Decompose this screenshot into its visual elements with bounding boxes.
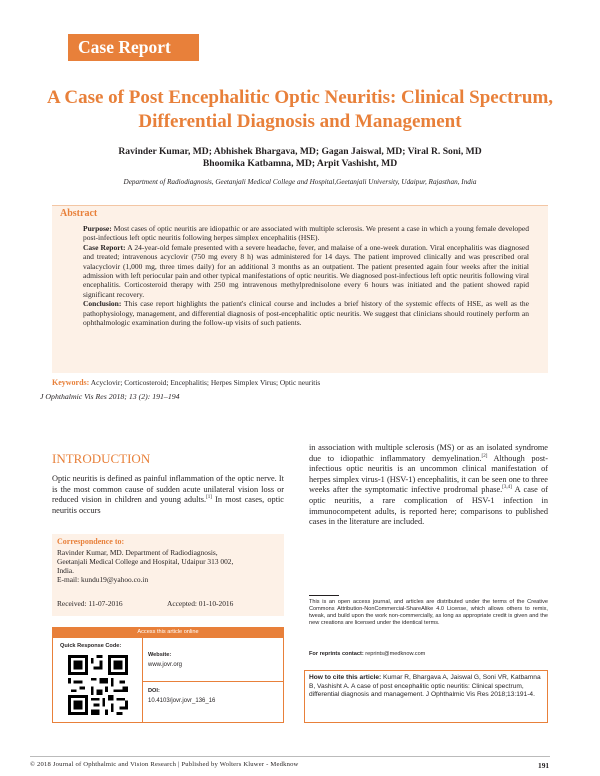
introduction-right-text: [309, 443, 548, 528]
conclusion-label: Conclusion:: [83, 299, 122, 309]
introduction-left-text: [52, 474, 284, 516]
doi-link[interactable]: 10.4103/jovr.jovr_136_16: [148, 698, 216, 704]
qr-code-icon[interactable]: [68, 655, 128, 715]
abstract-purpose: [83, 224, 529, 243]
correspondence-heading: Correspondence to:: [57, 537, 125, 546]
purpose-text: Most cases of optic neuritis are idiopathic or are associated with multiple sclerosis. We present a case in which a young female developed post-infectious left optic neuritis following herpes simplex encephalitis (HSE).: [83, 224, 529, 243]
correspondence-dates: [57, 599, 279, 608]
reference-link[interactable]: [3,4]: [502, 485, 512, 491]
license-divider: [309, 595, 339, 596]
case-label: Case Report:: [83, 243, 126, 253]
intro-text-c: in association with multiple sclerosis (MS) or as an isolated syndrome due to idiopathic inflammatory demyelination.: [309, 443, 548, 463]
purpose-label: Purpose:: [83, 224, 112, 233]
correspondence-email[interactable]: E-mail: kundu19@yahoo.co.in: [57, 575, 149, 584]
affiliation: Department of Radiodiagnosis, Geetanjali Medical College and Hospital,Geetanjali University, Udaipur, Rajasthan, India: [123, 178, 477, 186]
reference-link[interactable]: [2]: [481, 453, 488, 459]
keywords: [52, 378, 548, 387]
correspondence-body: [57, 548, 279, 584]
correspondence-line: Ravinder Kumar, MD. Department of Radiodiagnosis,: [57, 548, 218, 557]
abstract-heading: Abstract: [60, 208, 98, 219]
keywords-label: Keywords:: [52, 378, 90, 387]
authors-line-2: Bhoomika Katbamna, MD; Arpit Vashisht, MD: [202, 158, 398, 169]
accepted-date: Accepted: 01-10-2016: [167, 599, 234, 608]
reprints-label: For reprints contact:: [309, 651, 364, 657]
how-to-cite-text: Kumar R, Bhargava A, Jaiswal G, Soni VR, Katbamna B, Vashisht A. A case of post encephalitic optic neuritis: Clinical spectrum, differential diagnosis and management. J Ophthalmic Vis Res 2018;13:191-4.: [309, 674, 541, 699]
intro-text-e: A case of optic neuritis, a rare complication of HSV-1 infection in immunocompetent adults, is reported here; comparisons to published cases in the literature are included.: [309, 485, 548, 527]
access-divider-horizontal: [142, 681, 284, 682]
license-text: This is an open access journal, and articles are distributed under the terms of the Creative Commons Attribution-NonCommercial-ShareAlike 4.0 License, which allows others to remix, tweak, and build upon the work non-commercially, as long as appropriate credit is given and the new creations are licensed under the identical terms.: [309, 599, 548, 626]
correspondence-line: India.: [57, 566, 75, 575]
abstract-conclusion: [83, 299, 529, 327]
introduction-heading: INTRODUCTION: [52, 451, 151, 466]
doi-label: DOI:: [148, 688, 160, 694]
case-text: A 24-year-old female presented with a severe headache, fever, and malaise of a one-week duration. Viral encephalitis was diagnosed and treated; intravenous acyclovir (750 mg every 8 h) was administered for 14 days. The patient improved clinically and was prescribed oral valacyclovir (1,000 mg, three times daily) for an additional 3 months as an outpatient. The patient presented again four weeks after the initial admission with left periocular pain and other typical manifestations of optic neuritis. We diagnosed post-infectious left optic neuritis following viral encephalitis. Corticosteroid therapy with 250 mg intravenous methylprednisolone every 6 hours was initiated and the patient showed rapid significant recovery.: [83, 243, 530, 299]
article-title: A Case of Post Encephalitic Optic Neuritis: Clinical Spectrum, Differential Diagnosis and Management: [46, 87, 554, 132]
abstract-case: [83, 243, 529, 299]
website-link[interactable]: www.jovr.org: [148, 662, 183, 668]
journal-citation: J Ophthalmic Vis Res 2018; 13 (2): 191–194: [40, 392, 180, 401]
intro-text-b: In most cases, optic neuritis occurs: [52, 495, 284, 515]
how-to-cite: [309, 674, 543, 700]
section-tab: Case Report: [68, 34, 199, 61]
author-list: [60, 146, 540, 170]
website-label: Website:: [148, 652, 172, 658]
access-heading: Access this article online: [52, 627, 284, 638]
abstract-body: [83, 224, 529, 328]
page-number: 191: [538, 761, 550, 770]
reprints-email[interactable]: reprints@medknow.com: [363, 651, 426, 657]
authors-line-1: Ravinder Kumar, MD; Abhishek Bhargava, MD; Gagan Jaiswal, MD; Viral R. Soni, MD: [118, 146, 482, 157]
reference-link[interactable]: [1]: [206, 495, 212, 501]
intro-text-d: Although post-infectious optic neuritis is an uncommon clinical manifestation of herpes simplex virus-1 (HSV-1) encephalitis, it can be seen one to three weeks after the symptomatic infective prodromal phase.: [309, 453, 548, 495]
how-to-cite-label: How to cite this article:: [309, 674, 382, 681]
qr-label: Quick Response Code:: [60, 643, 122, 649]
page-footer: © 2018 Journal of Ophthalmic and Vision Research | Published by Wolters Kluwer - Medknow: [30, 761, 299, 768]
footer-divider: [30, 756, 550, 757]
reprints-contact: [309, 651, 548, 657]
correspondence-line: Geetanjali Medical College and Hospital, Udaipur 313 002,: [57, 557, 234, 566]
conclusion-text: This case report highlights the patient's clinical course and includes a brief history of the systemic effects of HSE, as well as the pathophysiology, management, and differential diagnosis of post-encephalitic optic neuritis. We suggest that clinicians should routinely perform an ophthalmologic examination during the follow-up visits of such patients.: [83, 299, 529, 327]
keywords-text: Acyclovir; Corticosteroid; Encephalitis; Herpes Simplex Virus; Optic neuritis: [89, 378, 321, 387]
received-date: Received: 11-07-2016: [57, 599, 123, 608]
intro-text-a: Optic neuritis is defined as painful inflammation of the optic nerve. It is the most common cause of sudden acute unilateral vision loss or reduced vision in children and young adults.: [52, 474, 284, 505]
